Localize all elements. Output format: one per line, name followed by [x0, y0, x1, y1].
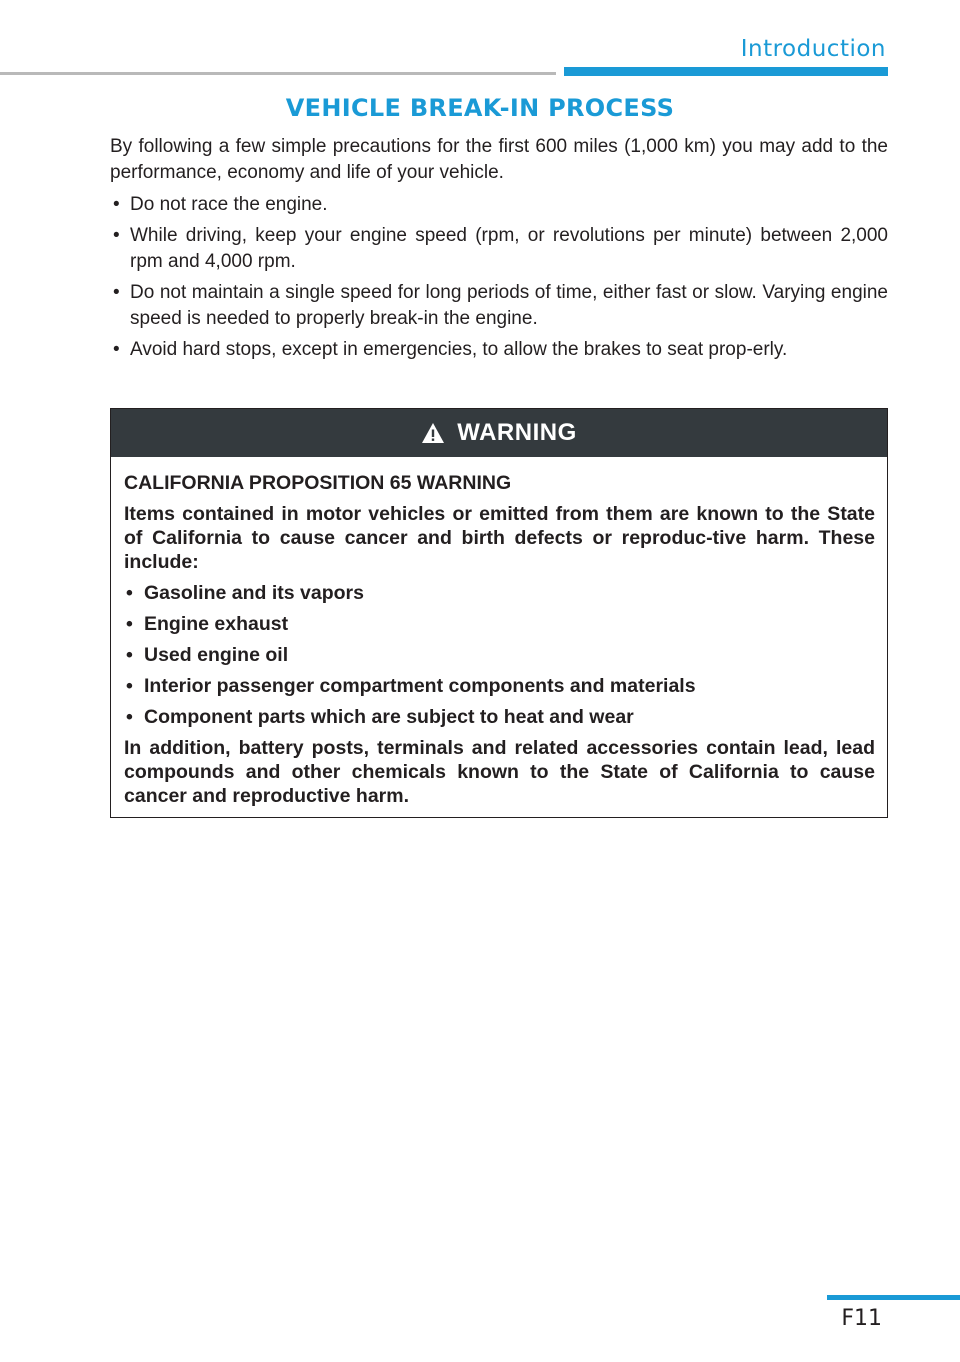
warning-box: [110, 408, 888, 818]
header-accent-bar: [564, 67, 888, 76]
warning-label: WARNING: [457, 419, 577, 446]
header-rule: [0, 72, 556, 75]
precaution-item: • While driving, keep your engine speed (rpm, or revolutions per minute) between 2,000 rpm and 4,000 rpm.: [110, 223, 888, 275]
precaution-item: • Avoid hard stops, except in emergencies, to allow the brakes to seat prop-erly.: [110, 337, 888, 363]
hazard-item: • Used engine oil: [124, 643, 875, 667]
page-number: F11: [841, 1306, 882, 1331]
warning-closing: In addition, battery posts, terminals and related accessories contain lead, lead compounds and other chemicals known to the State of California to cause cancer and reproductive harm.: [124, 737, 875, 807]
intro-paragraph: By following a few simple precautions for the first 600 miles (1,000 km) you may add to the performance, economy and life of your vehicle.: [110, 136, 888, 183]
warning-heading: CALIFORNIA PROPOSITION 65 WARNING: [124, 472, 512, 494]
hazard-list: [124, 581, 875, 729]
hazard-item: • Interior passenger compartment components and materials: [124, 674, 875, 698]
warning-lead: Items contained in motor vehicles or emitted from them are known to the State of California to cause cancer and birth defects or reproduc-tive harm. These include:: [124, 503, 875, 573]
hazard-item: • Gasoline and its vapors: [124, 581, 875, 605]
precaution-item: • Do not maintain a single speed for long periods of time, either fast or slow. Varying engine speed is needed to properly break-in the engine.: [110, 280, 888, 332]
intro-section: [110, 134, 888, 368]
page-title: VEHICLE BREAK-IN PROCESS: [285, 94, 675, 122]
precaution-list: [110, 192, 888, 363]
footer-accent-bar: [827, 1295, 960, 1300]
warning-triangle-icon: [421, 422, 445, 444]
hazard-item: • Engine exhaust: [124, 612, 875, 636]
precaution-item: • Do not race the engine.: [110, 192, 888, 218]
hazard-item: • Component parts which are subject to heat and wear: [124, 705, 875, 729]
section-label: Introduction: [740, 36, 886, 62]
warning-body: [111, 457, 887, 808]
warning-header: [111, 409, 887, 457]
